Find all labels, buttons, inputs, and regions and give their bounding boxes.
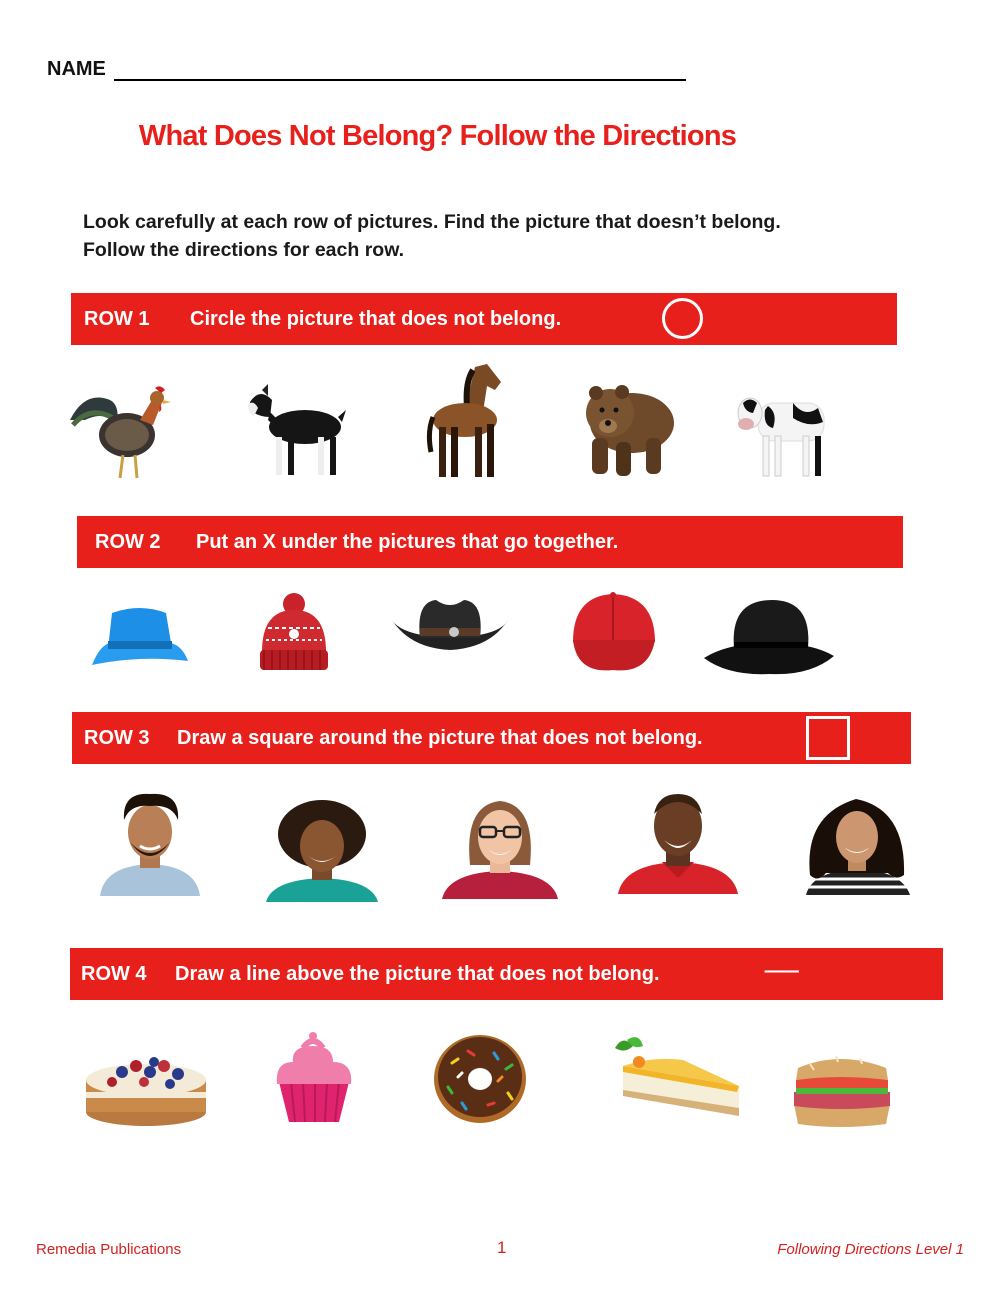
- page-title: What Does Not Belong? Follow the Directions: [138, 120, 737, 152]
- cow-picture[interactable]: [733, 388, 829, 480]
- circle-icon: [662, 298, 703, 339]
- row-2-bar: [77, 516, 903, 568]
- row-3-bar: [72, 712, 911, 764]
- row-1-bar: [71, 293, 897, 345]
- row-2-label: ROW 2: [95, 530, 161, 553]
- name-label: NAME: [47, 58, 106, 80]
- smiling-man-red-shirt-picture[interactable]: [618, 792, 738, 894]
- row-3-label: ROW 3: [84, 726, 150, 749]
- row-4-direction: Draw a line above the picture that does not belong.: [175, 962, 660, 985]
- rooster-picture[interactable]: [65, 380, 175, 482]
- instructions: Look carefully at each row of pictures. Find the picture that doesn’t belong. Follow the directions for each row.: [83, 211, 781, 261]
- row-1-label: ROW 1: [84, 307, 150, 330]
- smiling-woman-curly-hair-picture[interactable]: [802, 795, 912, 895]
- row-1-direction: Circle the picture that does not belong.: [190, 307, 562, 330]
- square-icon: [806, 716, 850, 760]
- footer-book-title: Following Directions Level 1: [777, 1241, 964, 1258]
- row-2-direction: Put an X under the pictures that go together.: [196, 530, 619, 553]
- name-field[interactable]: [47, 58, 686, 81]
- bear-picture[interactable]: [572, 378, 676, 480]
- row-4-label: ROW 4: [81, 962, 147, 985]
- smiling-woman-picture[interactable]: [262, 800, 382, 902]
- baseball-cap-picture[interactable]: [567, 590, 661, 676]
- bucket-hat-picture[interactable]: [90, 605, 190, 673]
- berry-cake-picture[interactable]: [82, 1042, 210, 1128]
- goat-picture[interactable]: [240, 382, 350, 482]
- cupcake-picture[interactable]: [273, 1032, 355, 1124]
- name-line[interactable]: [114, 59, 686, 81]
- footer-publisher: Remedia Publications: [36, 1241, 182, 1258]
- row-3-direction: Draw a square around the picture that does not belong.: [177, 726, 703, 749]
- horse-picture[interactable]: [425, 362, 513, 482]
- cheesecake-slice-picture[interactable]: [603, 1030, 743, 1120]
- sprinkle-donut-picture[interactable]: [432, 1033, 528, 1125]
- cowboy-hat-picture[interactable]: [390, 596, 510, 656]
- page-number: 1: [497, 1238, 507, 1257]
- row-4-bar: [70, 948, 943, 1000]
- knit-beanie-picture[interactable]: [254, 592, 334, 672]
- bowler-hat-picture[interactable]: [700, 598, 838, 678]
- sandwich-picture[interactable]: [790, 1048, 894, 1130]
- woman-with-glasses-picture[interactable]: [440, 795, 560, 899]
- smiling-man-picture[interactable]: [100, 792, 202, 896]
- line-symbol: ––––: [764, 960, 797, 982]
